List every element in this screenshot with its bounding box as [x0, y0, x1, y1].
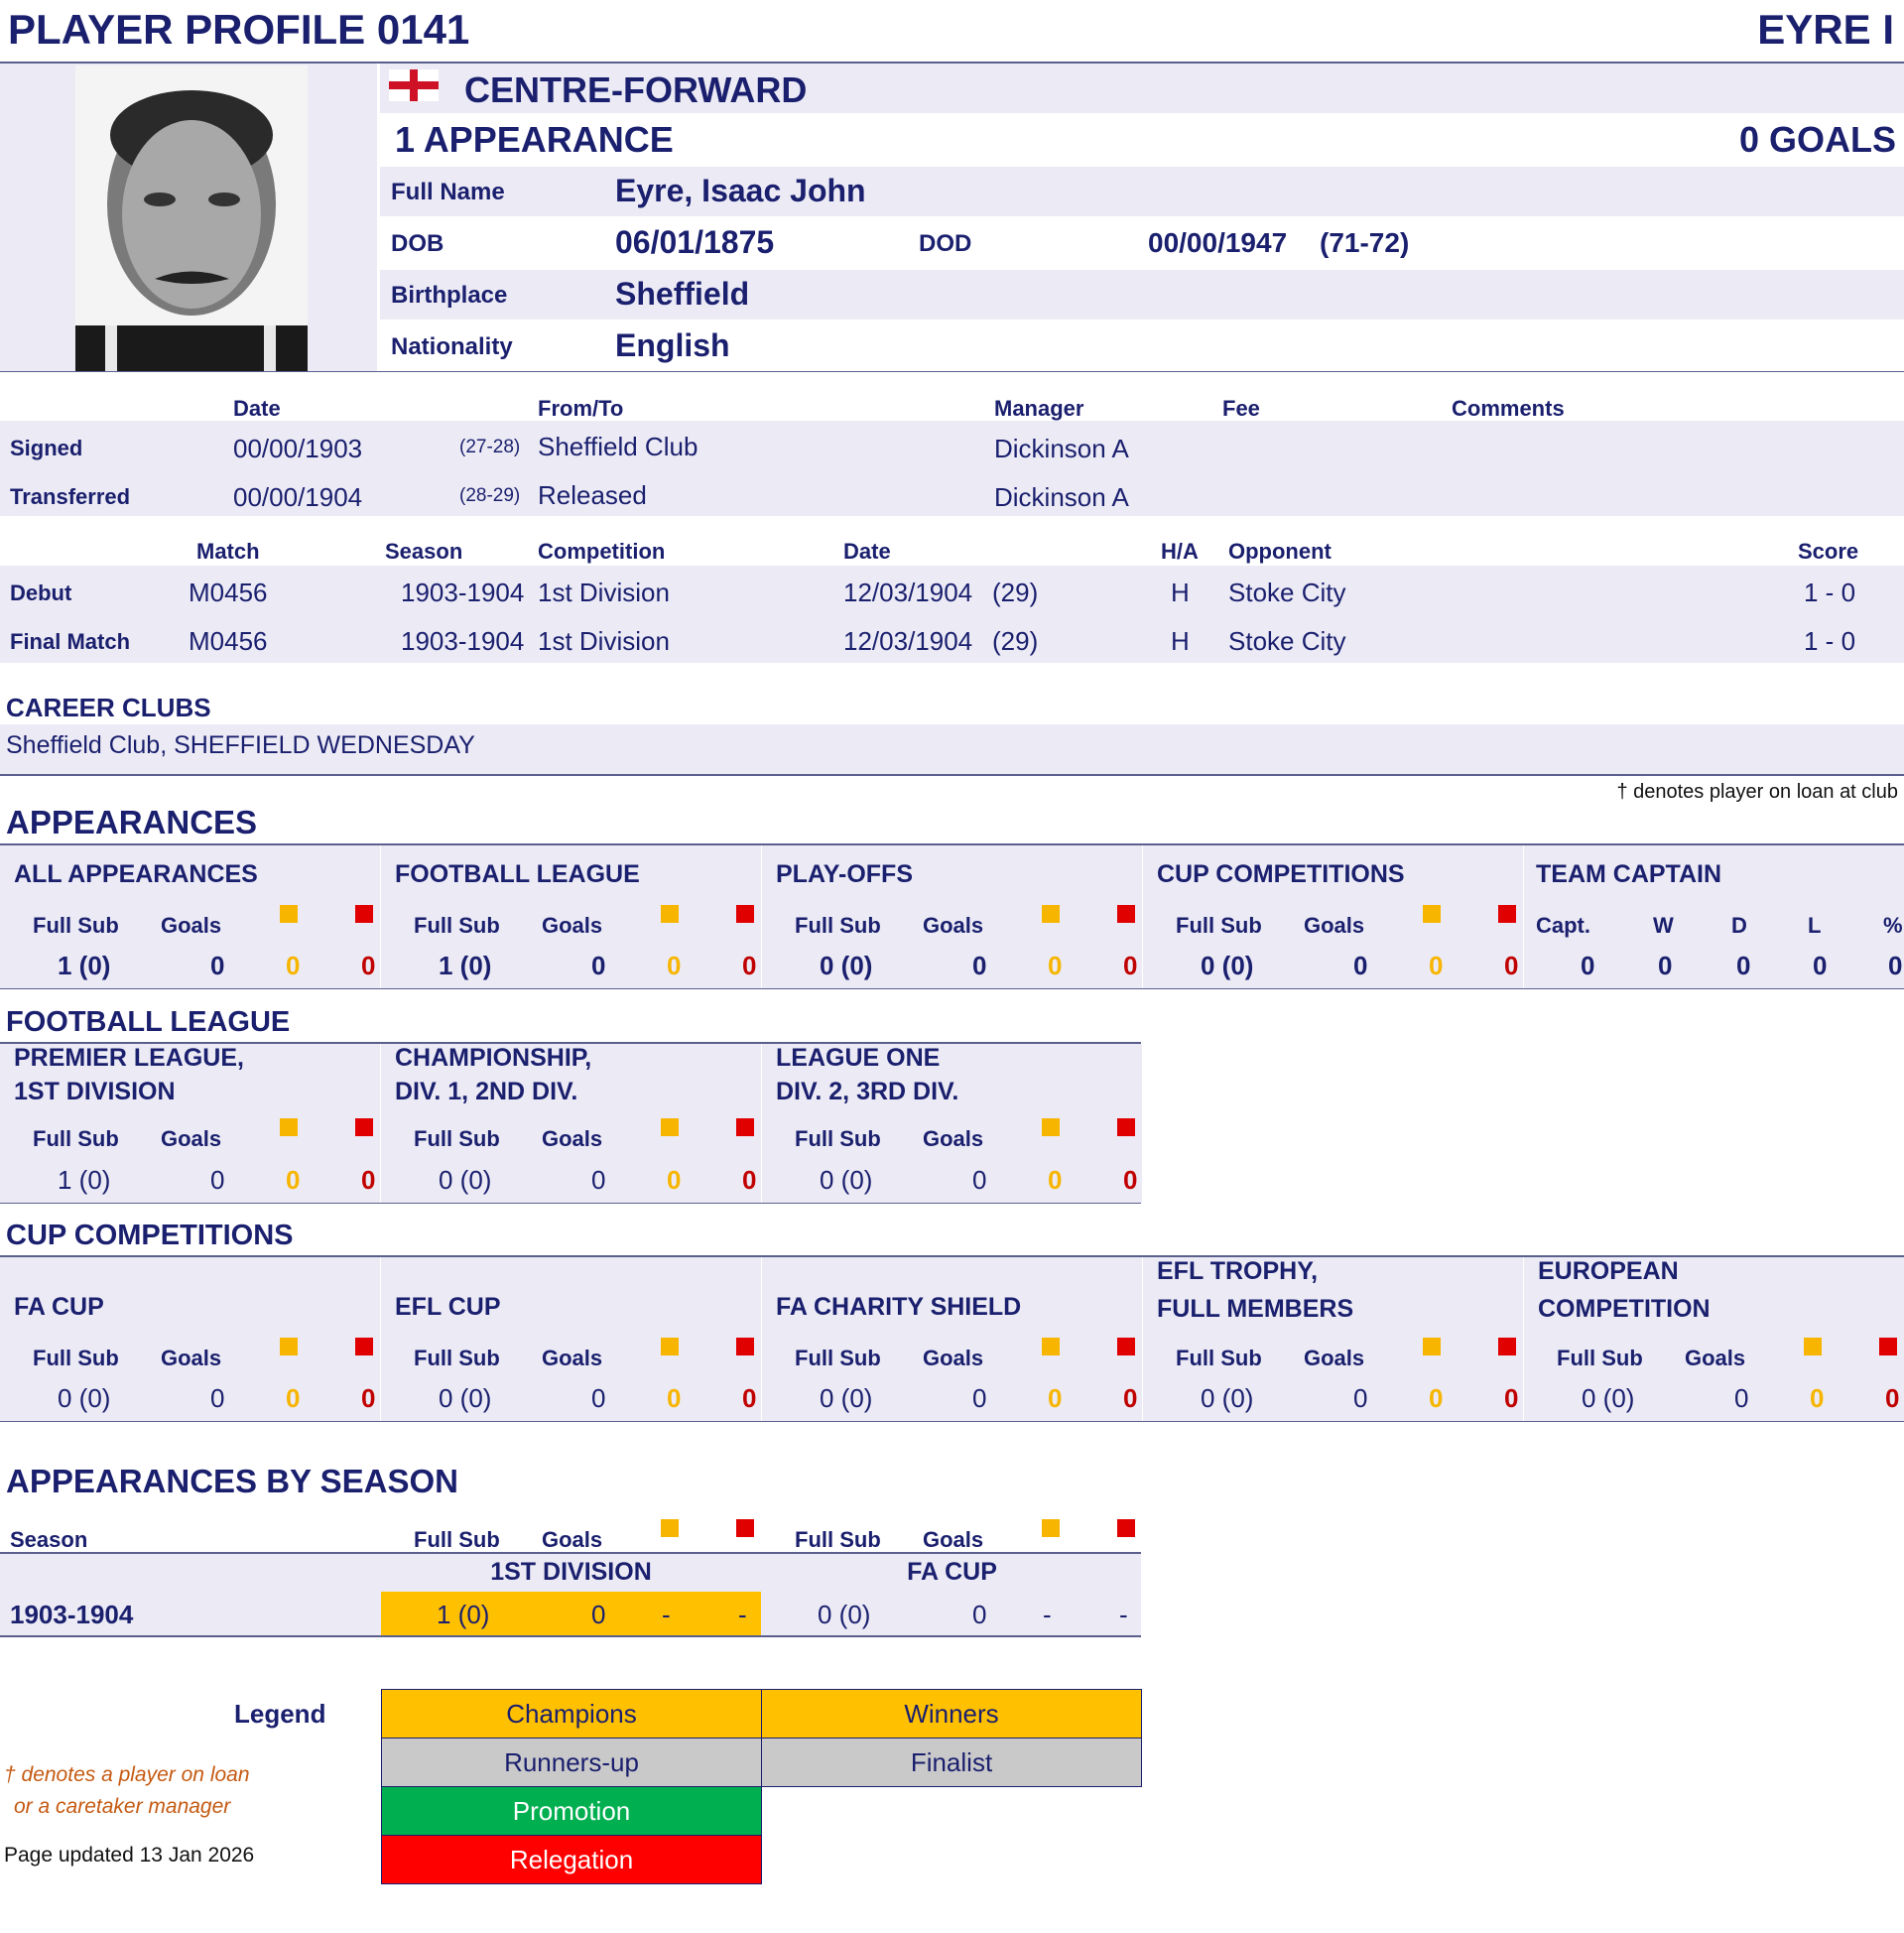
- team-captain-title: TEAM CAPTAIN: [1536, 860, 1722, 888]
- league-panel-0-title-line2: 1ST DIVISION: [14, 1078, 176, 1105]
- cup-panel-1-red-value: 0: [742, 1383, 757, 1413]
- debut-label: Debut: [10, 580, 72, 605]
- league-panel-2-goals-value: 0: [972, 1165, 987, 1195]
- cup-panel-2-app-value: 0 (0): [820, 1383, 873, 1413]
- cup-panel-2-red-value: 0: [1123, 1383, 1138, 1413]
- cup-panel-1-goals-label: Goals: [542, 1346, 603, 1370]
- cup-panel-1-app-value: 0 (0): [439, 1383, 492, 1413]
- page-updated: Page updated 13 Jan 2026: [4, 1844, 255, 1867]
- appearances-panel-3-yellow-value: 0: [1429, 951, 1444, 980]
- cup-panel-0-red-value: 0: [361, 1383, 376, 1413]
- cups-bottom-divider: [0, 1421, 1904, 1422]
- legend-runners-up: Runners-up: [381, 1738, 762, 1787]
- captain-value-0: 0: [1581, 951, 1595, 980]
- profile-divider: [0, 371, 1904, 372]
- matches-header-competition: Competition: [538, 539, 666, 564]
- league-panel-1-red-value: 0: [742, 1165, 757, 1195]
- league-panel-1-fullsub-label: Full Sub: [414, 1126, 500, 1151]
- appearances-title: APPEARANCES: [6, 804, 258, 840]
- legend-note-line1: † denotes a player on loan: [4, 1763, 250, 1786]
- final-match-ha: H: [1171, 626, 1190, 656]
- appearances-panel-3-red-card-icon: [1498, 905, 1516, 923]
- captain-label-1: W: [1653, 913, 1674, 938]
- full-name-label: Full Name: [391, 179, 505, 205]
- league-panel-0-red-card-icon: [355, 1118, 373, 1136]
- final-match-label: Final Match: [10, 629, 131, 654]
- cup-panel-1-fullsub-label: Full Sub: [414, 1346, 500, 1370]
- cup-panel-3-title-line2: FULL MEMBERS: [1157, 1295, 1354, 1323]
- captain-label-0: Capt.: [1536, 913, 1590, 938]
- matches-header-ha: H/A: [1161, 539, 1199, 564]
- appearances-panel-1-title-line1: FOOTBALL LEAGUE: [395, 860, 640, 888]
- appearances-panel-0-app-value: 1 (0): [58, 951, 111, 980]
- loan-note: † denotes player on loan at club: [1616, 781, 1898, 803]
- appearances-bottom-divider: [0, 988, 1904, 989]
- league-panel-0-red-value: 0: [361, 1165, 376, 1195]
- appearances-panel-1-red-value: 0: [742, 951, 757, 980]
- appearances-panel-1-yellow-value: 0: [667, 951, 682, 980]
- cup-panel-4-title-line2: COMPETITION: [1538, 1295, 1711, 1323]
- cup-panel-4-goals-label: Goals: [1685, 1346, 1746, 1370]
- legend-winners: Winners: [761, 1689, 1142, 1739]
- transferred-label: Transferred: [10, 484, 131, 509]
- debut-competition: 1st Division: [538, 578, 670, 607]
- matches-header-match: Match: [196, 539, 260, 564]
- legend-title: Legend: [234, 1699, 326, 1729]
- legend-promotion: Promotion: [381, 1786, 762, 1836]
- league-panel-1-title-line1: CHAMPIONSHIP,: [395, 1044, 592, 1072]
- cup-panel-2-title-line2: FA CHARITY SHIELD: [776, 1293, 1022, 1321]
- cup-panel-0-app-value: 0 (0): [58, 1383, 111, 1413]
- league-panel-1-goals-label: Goals: [542, 1126, 603, 1151]
- appearances-panel-0-title-line1: ALL APPEARANCES: [14, 860, 258, 888]
- final-match-date: 12/03/1904: [843, 626, 973, 656]
- cup-competitions-title: CUP COMPETITIONS: [6, 1220, 294, 1251]
- captain-label-2: D: [1731, 913, 1747, 938]
- transferred-manager: Dickinson A: [994, 482, 1129, 512]
- cup-panel-3-app-value: 0 (0): [1201, 1383, 1254, 1413]
- league-panel-0-yellow-card-icon: [280, 1118, 298, 1136]
- cup-panel-4-title-line1: EUROPEAN: [1538, 1257, 1679, 1285]
- debut-date: 12/03/1904: [843, 578, 973, 607]
- league-panel-1-red-card-icon: [736, 1118, 754, 1136]
- season-head-red-card-icon-1: [1117, 1519, 1135, 1537]
- transfers-header-date: Date: [233, 396, 281, 421]
- final-match-season: 1903-1904: [401, 626, 525, 656]
- cup-panel-4-yellow-value: 0: [1810, 1383, 1825, 1413]
- debut-age: (29): [992, 578, 1039, 607]
- league-panel-0-goals-value: 0: [210, 1165, 225, 1195]
- cup-panel-2-goals-value: 0: [972, 1383, 987, 1413]
- league-panel-1-yellow-card-icon: [661, 1118, 679, 1136]
- league-panel-2-yellow-value: 0: [1048, 1165, 1063, 1195]
- appearances-panel-2-app-value: 0 (0): [820, 951, 873, 980]
- league-panel-1-goals-value: 0: [591, 1165, 606, 1195]
- final-match-competition: 1st Division: [538, 626, 670, 656]
- appearances-panel-3-goals-value: 0: [1353, 951, 1368, 980]
- appearances-panel-2-goals-label: Goals: [923, 913, 984, 938]
- league-panel-2-fullsub-label: Full Sub: [795, 1126, 881, 1151]
- appearances-panel-3-fullsub-label: Full Sub: [1176, 913, 1262, 938]
- cup-panel-3-title-line1: EFL TROPHY,: [1157, 1257, 1319, 1285]
- appearances-panel-1-goals-label: Goals: [542, 913, 603, 938]
- dod-value: 00/00/1947: [1148, 227, 1288, 258]
- cup-panel-2-yellow-value: 0: [1048, 1383, 1063, 1413]
- season-head-goals-0: Goals: [542, 1527, 603, 1552]
- season-c2-goals: 0: [972, 1600, 987, 1629]
- cup-panel-0-fullsub-label: Full Sub: [33, 1346, 119, 1370]
- matches-header-date: Date: [843, 539, 891, 564]
- appearances-panel-2-red-card-icon: [1117, 905, 1135, 923]
- season-c2-red: -: [1119, 1600, 1128, 1629]
- debut-match: M0456: [189, 578, 268, 607]
- captain-value-2: 0: [1736, 951, 1751, 980]
- legend-champions: Champions: [381, 1689, 762, 1739]
- cup-panel-3-fullsub-label: Full Sub: [1176, 1346, 1262, 1370]
- season-column-label: Season: [10, 1527, 88, 1552]
- league-panel-0-fullsub-label: Full Sub: [33, 1126, 119, 1151]
- final-match-age: (29): [992, 626, 1039, 656]
- season-head-fullsub-0: Full Sub: [414, 1527, 500, 1552]
- appearances-panel-2-goals-value: 0: [972, 951, 987, 980]
- dob-value: 06/01/1875: [615, 224, 775, 260]
- transfers-header-manager: Manager: [994, 396, 1084, 421]
- final-match-opponent: Stoke City: [1228, 626, 1346, 656]
- appearances-panel-3-title-line1: CUP COMPETITIONS: [1157, 860, 1405, 888]
- cup-panel-0-red-card-icon: [355, 1338, 373, 1355]
- transferred-date: 00/00/1904: [233, 482, 363, 512]
- career-clubs-list: Sheffield Club, SHEFFIELD WEDNESDAY: [6, 731, 475, 759]
- birthplace-band: [380, 270, 1904, 320]
- captain-value-4: 0: [1888, 951, 1903, 980]
- by-season-comp1: 1ST DIVISION: [490, 1558, 652, 1586]
- signed-club: Sheffield Club: [538, 432, 698, 461]
- appearances-panel-2-fullsub-label: Full Sub: [795, 913, 881, 938]
- season-c2-yellow: -: [1043, 1600, 1052, 1629]
- season-head-fullsub-1: Full Sub: [795, 1527, 881, 1552]
- league-panel-0-yellow-value: 0: [286, 1165, 301, 1195]
- cup-panel-2-yellow-card-icon: [1042, 1338, 1060, 1355]
- dod-label: DOD: [919, 230, 972, 257]
- season-c1-goals: 0: [591, 1600, 606, 1629]
- appearances-panel-0-goals-value: 0: [210, 951, 225, 980]
- captain-label-3: L: [1808, 913, 1822, 938]
- appearances-panel-1-fullsub-label: Full Sub: [414, 913, 500, 938]
- cup-panel-4-goals-value: 0: [1734, 1383, 1749, 1413]
- transfers-header-fromto: From/To: [538, 396, 624, 421]
- dod-age: (71-72): [1320, 227, 1410, 258]
- season-head-yellow-card-icon-1: [1042, 1519, 1060, 1537]
- final-match-score: 1 - 0: [1804, 626, 1856, 656]
- cup-panel-4-yellow-card-icon: [1804, 1338, 1822, 1355]
- transfers-header-fee: Fee: [1222, 396, 1260, 421]
- goals-count: 0 GOALS: [1738, 119, 1896, 160]
- appearances-count: 1 APPEARANCE: [395, 119, 674, 160]
- league-panel-2-goals-label: Goals: [923, 1126, 984, 1151]
- dob-label: DOB: [391, 230, 444, 257]
- career-clubs-title: CAREER CLUBS: [6, 693, 211, 722]
- legend-finalist: Finalist: [761, 1738, 1142, 1787]
- cup-panel-0-yellow-value: 0: [286, 1383, 301, 1413]
- cup-panel-3-red-card-icon: [1498, 1338, 1516, 1355]
- appearances-panel-2-yellow-value: 0: [1048, 951, 1063, 980]
- cup-panel-2-fullsub-label: Full Sub: [795, 1346, 881, 1370]
- appearances-panel-1-red-card-icon: [736, 905, 754, 923]
- birthplace-value: Sheffield: [615, 276, 750, 312]
- cup-panel-4-app-value: 0 (0): [1582, 1383, 1635, 1413]
- full-name-value: Eyre, Isaac John: [615, 173, 866, 208]
- football-league-bottom-divider: [0, 1203, 1141, 1204]
- cup-panel-1-yellow-value: 0: [667, 1383, 682, 1413]
- league-panel-2-yellow-card-icon: [1042, 1118, 1060, 1136]
- appearances-panel-0-fullsub-label: Full Sub: [33, 913, 119, 938]
- by-season-comp2: FA CUP: [907, 1558, 997, 1586]
- by-season-title: APPEARANCES BY SEASON: [6, 1463, 458, 1499]
- transferred-club: Released: [538, 480, 647, 510]
- appearances-panel-0-yellow-card-icon: [280, 905, 298, 923]
- season-head-red-card-icon-0: [736, 1519, 754, 1537]
- captain-value-3: 0: [1813, 951, 1828, 980]
- appearances-panel-0-goals-label: Goals: [161, 913, 222, 938]
- league-panel-2-title-line1: LEAGUE ONE: [776, 1044, 941, 1072]
- player-short-name: EYRE I: [1757, 6, 1894, 53]
- season-c1-yellow: -: [662, 1600, 671, 1629]
- nationality-value: English: [615, 327, 730, 363]
- appearances-panel-0-red-value: 0: [361, 951, 376, 980]
- league-panel-2-red-card-icon: [1117, 1118, 1135, 1136]
- league-panel-1-yellow-value: 0: [667, 1165, 682, 1195]
- appearances-panel-1-goals-value: 0: [591, 951, 606, 980]
- fullname-band: [380, 167, 1904, 216]
- final-match-id: M0456: [189, 626, 268, 656]
- appearances-panel-1-app-value: 1 (0): [439, 951, 492, 980]
- appearances-panel-3-goals-label: Goals: [1304, 913, 1365, 938]
- by-season-bottom-divider: [0, 1635, 1141, 1637]
- league-panel-2-title-line2: DIV. 2, 3RD DIV.: [776, 1078, 959, 1105]
- signed-age: (27-28): [459, 437, 521, 457]
- season-row-label: 1903-1904: [10, 1600, 134, 1629]
- league-panel-2-app-value: 0 (0): [820, 1165, 873, 1195]
- cup-panel-0-yellow-card-icon: [280, 1338, 298, 1355]
- cup-panel-1-yellow-card-icon: [661, 1338, 679, 1355]
- appearances-panel-2-title-line1: PLAY-OFFS: [776, 860, 913, 888]
- cup-panel-4-red-value: 0: [1885, 1383, 1900, 1413]
- legend-note-line2: or a caretaker manager: [14, 1795, 231, 1818]
- debut-ha: H: [1171, 578, 1190, 607]
- season-c1-red: -: [738, 1600, 747, 1629]
- player-photo: [75, 65, 308, 371]
- season-c1-app: 1 (0): [437, 1600, 490, 1629]
- debut-score: 1 - 0: [1804, 578, 1856, 607]
- cup-panel-3-goals-label: Goals: [1304, 1346, 1365, 1370]
- appearances-panel-3-yellow-card-icon: [1423, 905, 1441, 923]
- cup-panel-0-goals-value: 0: [210, 1383, 225, 1413]
- league-panel-0-title-line1: PREMIER LEAGUE,: [14, 1044, 244, 1072]
- cup-panel-0-goals-label: Goals: [161, 1346, 222, 1370]
- signed-label: Signed: [10, 436, 83, 460]
- page-title: PLAYER PROFILE 0141: [8, 6, 470, 53]
- signed-date: 00/00/1903: [233, 434, 363, 463]
- signed-manager: Dickinson A: [994, 434, 1129, 463]
- league-panel-1-app-value: 0 (0): [439, 1165, 492, 1195]
- birthplace-label: Birthplace: [391, 282, 508, 309]
- cup-panel-0-title-line2: FA CUP: [14, 1293, 104, 1321]
- season-head-yellow-card-icon-0: [661, 1519, 679, 1537]
- league-panel-0-goals-label: Goals: [161, 1126, 222, 1151]
- cup-panel-2-goals-label: Goals: [923, 1346, 984, 1370]
- appearances-panel-3-app-value: 0 (0): [1201, 951, 1254, 980]
- player-position: CENTRE-FORWARD: [464, 69, 808, 110]
- appearances-panel-1-yellow-card-icon: [661, 905, 679, 923]
- captain-label-4: %: [1883, 913, 1903, 938]
- cup-panel-4-red-card-icon: [1879, 1338, 1897, 1355]
- appearances-panel-2-red-value: 0: [1123, 951, 1138, 980]
- matches-header-score: Score: [1798, 539, 1859, 564]
- debut-season: 1903-1904: [401, 578, 525, 607]
- cup-panel-3-goals-value: 0: [1353, 1383, 1368, 1413]
- debut-opponent: Stoke City: [1228, 578, 1346, 607]
- appearances-panel-0-yellow-value: 0: [286, 951, 301, 980]
- legend-relegation: Relegation: [381, 1835, 762, 1884]
- league-panel-2-red-value: 0: [1123, 1165, 1138, 1195]
- season-head-goals-1: Goals: [923, 1527, 984, 1552]
- appearances-panel-0-red-card-icon: [355, 905, 373, 923]
- transfers-header-comments: Comments: [1452, 396, 1565, 421]
- league-panel-1-title-line2: DIV. 1, 2ND DIV.: [395, 1078, 578, 1105]
- cup-panel-3-red-value: 0: [1504, 1383, 1519, 1413]
- matches-header-opponent: Opponent: [1228, 539, 1332, 564]
- matches-header-season: Season: [385, 539, 463, 564]
- captain-value-1: 0: [1658, 951, 1673, 980]
- cup-panel-4-fullsub-label: Full Sub: [1557, 1346, 1643, 1370]
- career-divider: [0, 774, 1904, 776]
- football-league-title: FOOTBALL LEAGUE: [6, 1006, 291, 1038]
- nationality-label: Nationality: [391, 333, 513, 360]
- appearances-panel-2-yellow-card-icon: [1042, 905, 1060, 923]
- season-c2-app: 0 (0): [818, 1600, 871, 1629]
- cup-panel-1-red-card-icon: [736, 1338, 754, 1355]
- cup-panel-2-red-card-icon: [1117, 1338, 1135, 1355]
- england-flag-icon: [389, 69, 439, 101]
- cup-panel-3-yellow-value: 0: [1429, 1383, 1444, 1413]
- cup-panel-3-yellow-card-icon: [1423, 1338, 1441, 1355]
- transferred-age: (28-29): [459, 485, 521, 506]
- cup-panel-1-goals-value: 0: [591, 1383, 606, 1413]
- appearances-panel-3-red-value: 0: [1504, 951, 1519, 980]
- league-panel-0-app-value: 1 (0): [58, 1165, 111, 1195]
- cup-panel-1-title-line2: EFL CUP: [395, 1293, 501, 1321]
